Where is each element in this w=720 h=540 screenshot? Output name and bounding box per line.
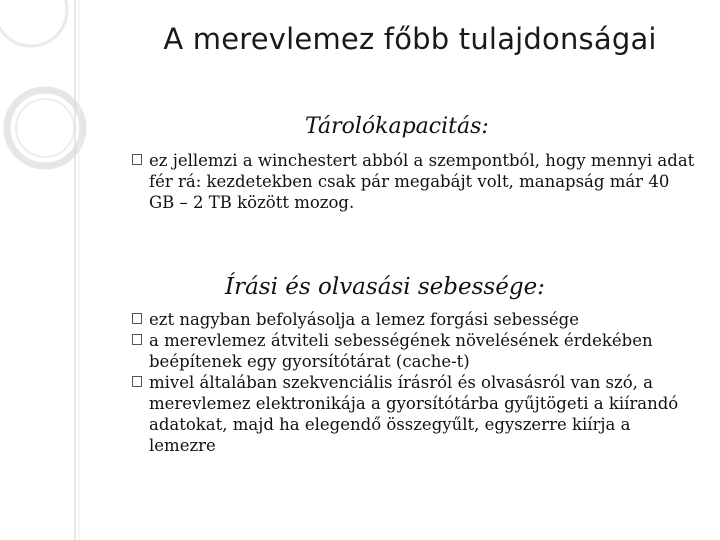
list-item <box>132 150 697 213</box>
list-item-text: ez jellemzi a winchestert abból a szempontból, hogy mennyi adat fér rá: kezdetekben csak pár megabájt volt, manapság már 40 GB – 2 TB között mozog. <box>149 151 695 212</box>
bullet-list-capacity <box>132 150 697 213</box>
square-bullet-icon <box>132 154 142 165</box>
square-bullet-icon <box>132 334 142 345</box>
square-bullet-icon <box>132 376 142 387</box>
ring-decoration-icon <box>7 90 83 166</box>
list-item <box>132 372 702 456</box>
list-item <box>132 330 702 372</box>
bullet-list-speed <box>132 309 702 456</box>
square-bullet-icon <box>132 313 142 324</box>
list-item <box>132 309 702 330</box>
list-item-text: mivel általában szekvenciális írásról és olvasásról van szó, a merevlemez elektronikája a gyorsítótárba gyűjtögeti a kiírandó adatokat, majd ha elegendő összegyűlt, egyszerre kiírja a lemezre <box>149 373 679 455</box>
list-item-text: a merevlemez átviteli sebességének növelésének érdekében beépítenek egy gyorsítótárat (cache-t) <box>149 331 653 371</box>
list-item-text: ezt nagyban befolyásolja a lemez forgási sebessége <box>149 310 580 329</box>
section-heading-speed: Írási és olvasási sebessége: <box>225 274 545 300</box>
page-title: A merevlemez főbb tulajdonságai <box>163 22 657 56</box>
section-heading-capacity: Tárolókapacitás: <box>305 114 489 139</box>
